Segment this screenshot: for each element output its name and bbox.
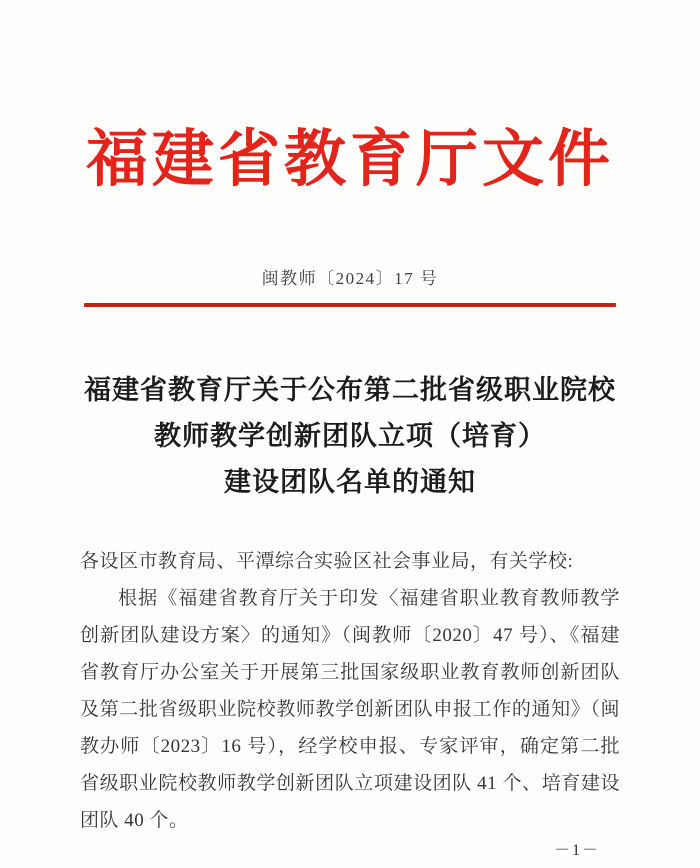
document-number: 闽教师〔2024〕17 号	[261, 269, 439, 289]
document-body	[80, 543, 620, 839]
notice-title-line-3: 建设团队名单的通知	[224, 467, 476, 498]
salutation-line: 各设区市教育局、平潭综合实验区社会事业局，有关学校:	[80, 551, 574, 573]
page-number: －1－	[553, 842, 600, 860]
body-paragraph: 根据《福建省教育厅关于印发〈福建省职业教育教师教学创新团队建设方案〉的通知》（闽教师〔2020〕47 号）、《福建省教育厅办公室关于开展第三批国家级职业教育教师创新团队及第二批省级职业院校教师教学创新团队申报工作的通知》（闽教办师〔2023〕16 号），经学校申报、专家评审，确定第二批省级职业院校教师教学创新团队立项建设团队 41 个、培育建设团队 40 个。	[80, 588, 620, 832]
red-separator-line	[84, 303, 616, 307]
notice-title-line-2: 教师教学创新团队立项（培育）	[154, 421, 546, 452]
letterhead-title: 福建省教育厅文件	[85, 126, 614, 194]
notice-title-line-1: 福建省教育厅关于公布第二批省级职业院校	[84, 375, 616, 406]
notice-title	[0, 367, 700, 505]
